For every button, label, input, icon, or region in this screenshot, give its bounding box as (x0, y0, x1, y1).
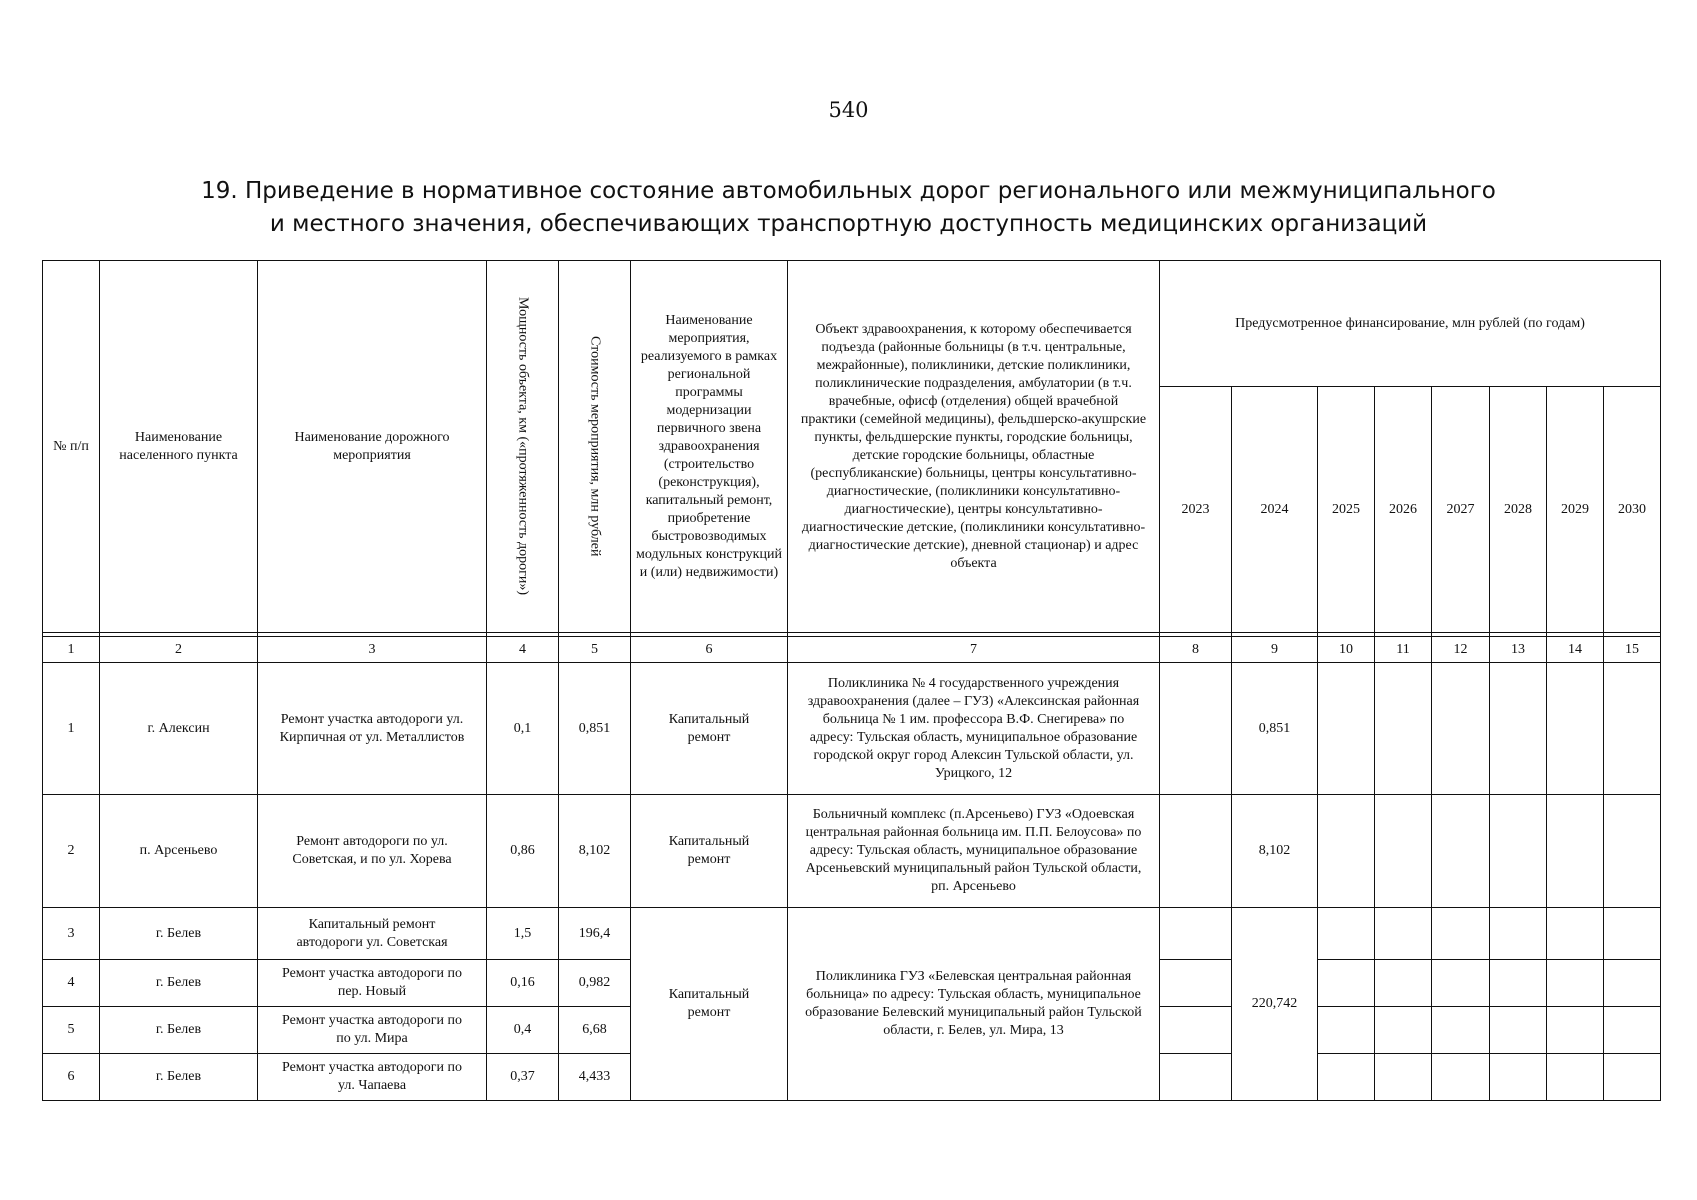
row-cost: 6,68 (559, 1007, 631, 1054)
header-year: 2026 (1375, 387, 1432, 633)
row-cost: 196,4 (559, 908, 631, 960)
row-2030 (1604, 795, 1661, 908)
row-2025 (1318, 1054, 1375, 1101)
row-2027 (1432, 1007, 1490, 1054)
row-2023 (1160, 960, 1232, 1007)
header-cost-text: Стоимость мероприятия, млн рублей (587, 336, 603, 557)
row-length: 0,37 (487, 1054, 559, 1101)
table-row (43, 908, 1661, 960)
row-2027 (1432, 795, 1490, 908)
row-number: 6 (43, 1054, 100, 1101)
row-2026 (1375, 663, 1432, 795)
row-cost: 8,102 (559, 795, 631, 908)
row-length: 0,16 (487, 960, 559, 1007)
column-number: 6 (631, 637, 788, 663)
column-number: 12 (1432, 637, 1490, 663)
row-2029 (1547, 1007, 1604, 1054)
header-number: № п/п (43, 261, 100, 633)
row-2025 (1318, 795, 1375, 908)
column-number: 13 (1490, 637, 1547, 663)
row-town: п. Арсеньево (100, 795, 258, 908)
header-length-text: Мощность объекта, км («протяженность дороги») (515, 297, 531, 596)
column-number: 14 (1547, 637, 1604, 663)
header-row-top (43, 261, 1661, 387)
row-program: Капитальный ремонт (631, 663, 788, 795)
row-number: 1 (43, 663, 100, 795)
title-line-2: и местного значения, обеспечивающих транспортную доступность медицинских организаций (269, 211, 1428, 237)
group-2024: 220,742 (1232, 908, 1318, 1101)
row-number: 4 (43, 960, 100, 1007)
row-2023 (1160, 1054, 1232, 1101)
header-year: 2029 (1547, 387, 1604, 633)
header-financing: Предусмотренное финансирование, млн рублей (по годам) (1160, 261, 1661, 387)
row-2028 (1490, 960, 1547, 1007)
row-object: Поликлиника № 4 государственного учреждения здравоохранения (далее – ГУЗ) «Алексинская районная больница № 1 им. профессора В.Ф. Снегирева» по адресу: Тульская область, муниципальное образование городской округ город Алексин Тульской области, ул. Урицкого, 12 (788, 663, 1160, 795)
row-cost: 4,433 (559, 1054, 631, 1101)
row-2025 (1318, 908, 1375, 960)
header-year: 2025 (1318, 387, 1375, 633)
row-2029 (1547, 1054, 1604, 1101)
header-object: Объект здравоохранения, к которому обеспечивается подъезда (районные больницы (в т.ч. центральные, межрайонные), поликлиники, детские поликлиники, поликлинические подразделения, амбулатории (в т.ч. врачебные, офисф (отделения) общей врачебной практики (семейной медицины), фельдшерско-акушрские пункты, фельдшерские пункты, городские больницы, детские городские больницы, областные (республиканские) больницы, центры консультативно-диагностические, (поликлиники консультативно-диагностические), центры консультативно-диагностические детские, (поликлиники консультативно-диагностические детские), дневной стационар) и адрес объекта (788, 261, 1160, 633)
row-2025 (1318, 663, 1375, 795)
column-number: 3 (258, 637, 487, 663)
header-cost (559, 261, 631, 633)
row-2023 (1160, 908, 1232, 960)
row-length: 1,5 (487, 908, 559, 960)
financing-table (42, 260, 1661, 1101)
row-2029 (1547, 663, 1604, 795)
row-event: Ремонт автодороги по ул. Советская, и по ул. Хорева (258, 795, 487, 908)
row-town: г. Алексин (100, 663, 258, 795)
column-number: 4 (487, 637, 559, 663)
header-town: Наименование населенного пункта (100, 261, 258, 633)
row-2029 (1547, 908, 1604, 960)
row-number: 3 (43, 908, 100, 960)
row-2028 (1490, 1054, 1547, 1101)
row-length: 0,86 (487, 795, 559, 908)
row-cost: 0,982 (559, 960, 631, 1007)
row-length: 0,1 (487, 663, 559, 795)
row-2027 (1432, 1054, 1490, 1101)
group-object: Поликлиника ГУЗ «Белевская центральная районная больница» по адресу: Тульская область, муниципальное образование Белевский муниципальный район Тульской области, г. Белев, ул. Мира, 13 (788, 908, 1160, 1101)
row-2030 (1604, 960, 1661, 1007)
row-event: Ремонт участка автодороги по по ул. Мира (258, 1007, 487, 1054)
column-number: 1 (43, 637, 100, 663)
header-year: 2030 (1604, 387, 1661, 633)
column-number: 5 (559, 637, 631, 663)
column-number: 10 (1318, 637, 1375, 663)
row-2027 (1432, 663, 1490, 795)
document-title (0, 175, 1697, 241)
row-2024: 0,851 (1232, 663, 1318, 795)
row-2026 (1375, 908, 1432, 960)
row-2030 (1604, 663, 1661, 795)
row-2028 (1490, 1007, 1547, 1054)
row-2025 (1318, 960, 1375, 1007)
header-length (487, 261, 559, 633)
column-number: 7 (788, 637, 1160, 663)
row-town: г. Белев (100, 1054, 258, 1101)
column-number: 8 (1160, 637, 1232, 663)
row-2025 (1318, 1007, 1375, 1054)
row-2030 (1604, 908, 1661, 960)
row-2026 (1375, 1054, 1432, 1101)
row-2030 (1604, 1054, 1661, 1101)
row-number: 5 (43, 1007, 100, 1054)
row-2028 (1490, 795, 1547, 908)
row-2023 (1160, 795, 1232, 908)
page-number: 540 (828, 98, 869, 122)
row-number: 2 (43, 795, 100, 908)
row-2026 (1375, 960, 1432, 1007)
table-row (43, 663, 1661, 795)
row-town: г. Белев (100, 1007, 258, 1054)
header-program: Наименование мероприятия, реализуемого в рамках региональной программы модернизации первичного звена здравоохранения (строительство (реконструкция), капитальный ремонт, приобретение быстровозводимых модульных конструкций и (или) недвижимости) (631, 261, 788, 633)
row-event: Ремонт участка автодороги ул. Кирпичная от ул. Металлистов (258, 663, 487, 795)
column-number: 11 (1375, 637, 1432, 663)
column-number: 2 (100, 637, 258, 663)
row-2027 (1432, 960, 1490, 1007)
column-number-row (43, 637, 1661, 663)
header-year: 2027 (1432, 387, 1490, 633)
row-event: Ремонт участка автодороги по пер. Новый (258, 960, 487, 1007)
row-2028 (1490, 908, 1547, 960)
row-town: г. Белев (100, 960, 258, 1007)
header-year: 2028 (1490, 387, 1547, 633)
row-2030 (1604, 1007, 1661, 1054)
row-2023 (1160, 1007, 1232, 1054)
row-2024: 8,102 (1232, 795, 1318, 908)
column-number: 9 (1232, 637, 1318, 663)
row-2023 (1160, 663, 1232, 795)
row-length: 0,4 (487, 1007, 559, 1054)
row-2028 (1490, 663, 1547, 795)
row-object: Больничный комплекс (п.Арсеньево) ГУЗ «Одоевская центральная районная больница им. П.П. Белоусова» по адресу: Тульская область, муниципальное образование Арсеньевский муниципальный район Тульской области, рп. Арсеньево (788, 795, 1160, 908)
column-number: 15 (1604, 637, 1661, 663)
row-program: Капитальный ремонт (631, 795, 788, 908)
group-program: Капитальный ремонт (631, 908, 788, 1101)
row-2026 (1375, 795, 1432, 908)
row-event: Ремонт участка автодороги по ул. Чапаева (258, 1054, 487, 1101)
row-2026 (1375, 1007, 1432, 1054)
header-year: 2023 (1160, 387, 1232, 633)
header-year: 2024 (1232, 387, 1318, 633)
row-event: Капитальный ремонт автодороги ул. Советская (258, 908, 487, 960)
row-2029 (1547, 795, 1604, 908)
row-town: г. Белев (100, 908, 258, 960)
table-row (43, 795, 1661, 908)
title-line-1: 19. Приведение в нормативное состояние автомобильных дорог регионального или межмуниципального (201, 178, 1496, 204)
row-2029 (1547, 960, 1604, 1007)
header-event: Наименование дорожного мероприятия (258, 261, 487, 633)
row-cost: 0,851 (559, 663, 631, 795)
row-2027 (1432, 908, 1490, 960)
